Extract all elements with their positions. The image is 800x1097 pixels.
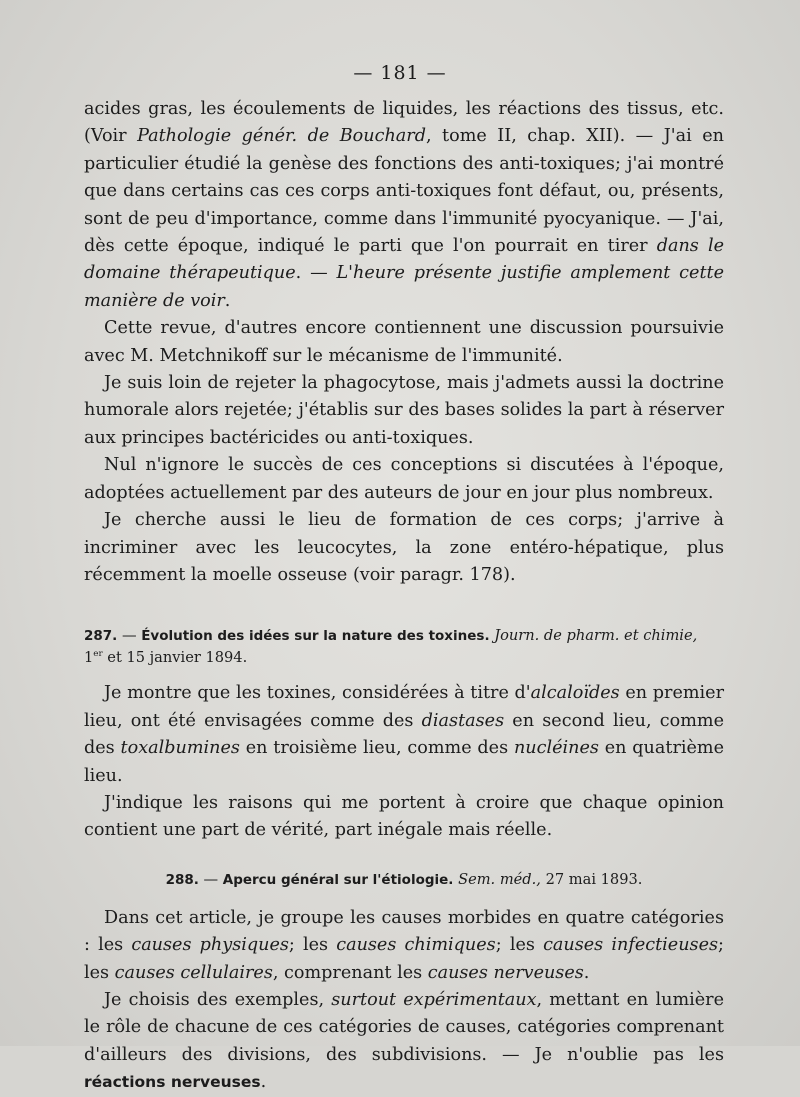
- paragraph-causes: [84, 905, 724, 987]
- paragraph-continuation: [84, 96, 724, 315]
- paragraph-exemples: [84, 987, 724, 1097]
- text-run: Je choisis des exemples,: [104, 989, 332, 1010]
- page-number: — 181 —: [353, 62, 447, 84]
- paragraph-succes: Nul n'ignore le succès de ces conceptions si discutées à l'époque, adoptées actuellement par des auteurs de jour en jour plus nombreux.: [84, 455, 724, 503]
- italic-phrase: L'heure présente justifie amplement cette manière de voir: [84, 263, 725, 311]
- italic-term: causes chimiques: [336, 935, 496, 956]
- spacer: [84, 589, 724, 625]
- text-run: en second lieu, comme des: [84, 710, 724, 759]
- paragraph-toxines: [84, 680, 724, 790]
- italic-phrase: dans le domaine thérapeutique: [84, 236, 724, 284]
- italic-term: causes physiques: [131, 935, 289, 956]
- paragraph-phagocytose: Je suis loin de rejeter la phagocytose, mais j'admets aussi la doctrine humorale alors rejetée; j'établis sur des bases solides la part à réserver aux principes bactéricides ou anti-toxiques.: [84, 373, 724, 448]
- text-run: .: [224, 290, 231, 311]
- text-run: , mettant en lumière le rôle de chacune de ces catégories de causes, catégories comprenant d'ailleurs des divisions, des subdivisions. — Je n'oublie pas les: [84, 989, 724, 1065]
- text-run: ; les: [495, 935, 544, 956]
- text-run: Dans cet article, je groupe les causes morbides en quatre catégories : les: [84, 907, 724, 956]
- entry-288-heading: [84, 869, 724, 891]
- paragraph-formation: Je cherche aussi le lieu de formation de ces corps; j'arrive à incriminer avec les leucocytes, la zone entéro-hépatique, plus récemment la moelle osseuse (voir paragr. 178).: [84, 510, 724, 585]
- text-run: en troisième lieu, comme des: [239, 738, 514, 759]
- italic-term: causes nerveuses: [427, 962, 584, 983]
- text-run: ; les: [288, 935, 337, 956]
- entry-287-heading: [84, 625, 724, 668]
- entry-date-sup: er: [93, 649, 103, 660]
- paragraph-revue: Cette revue, d'autres encore contiennent une discussion poursuivie avec M. Metchnikoff sur le mécanisme de l'immunité.: [84, 318, 724, 366]
- text-run: Je montre que les toxines, considérées à titre d': [104, 683, 531, 704]
- spacer: [84, 891, 724, 905]
- entry-journal: Journ. de pharm. et chimie,: [494, 627, 698, 645]
- entry-dash: —: [117, 627, 142, 645]
- text-run: acides gras, les écoulements de liquides, les réactions des tissus, etc. (Voir: [84, 99, 724, 147]
- italic-term: causes infectieuses: [543, 935, 719, 956]
- spacer: [84, 845, 724, 869]
- italic-term: causes cellulaires: [114, 962, 273, 983]
- italic-citation: Pathologie génér. de Bouchard: [137, 126, 426, 147]
- entry-journal: Sem. méd.,: [458, 870, 541, 888]
- text-run: , tome II, chap. XII). — J'ai en particulier étudié la genèse des fonctions des anti-toxiques; j'ai montré que dans certains cas ces corps anti-toxiques font défaut, ou, présents, sont de peu d'importance, comme dans l'immunité pyocyanique. — J'ai, dès cette époque, indiqué le parti que l'on pourrait en tirer: [84, 126, 724, 257]
- page-body: [84, 96, 724, 1097]
- entry-number: 288.: [165, 871, 199, 888]
- italic-phrase: surtout expérimentaux: [331, 989, 537, 1010]
- text-run: .: [260, 1072, 267, 1093]
- text-run: ; les: [84, 935, 724, 983]
- text-run: .: [583, 962, 590, 983]
- entry-date: 27 mai 1893.: [540, 870, 643, 888]
- bold-term: réactions nerveuses: [84, 1073, 261, 1092]
- italic-term: alcaloïdes: [530, 683, 620, 704]
- entry-dash: —: [198, 870, 223, 888]
- entry-number: 287.: [84, 628, 118, 645]
- text-run: en quatrième lieu.: [84, 738, 724, 786]
- entry-date: et 15 janvier 1894.: [102, 649, 248, 667]
- entry-date: 1: [84, 649, 94, 667]
- spacer: [84, 668, 724, 680]
- text-run: . —: [295, 263, 337, 284]
- italic-term: nucléines: [513, 738, 599, 759]
- paragraph-raisons: J'indique les raisons qui me portent à croire que chaque opinion contient une part de vérité, part inégale mais réelle.: [84, 792, 724, 841]
- entry-title: Apercu général sur l'étiologie.: [222, 871, 454, 888]
- text-run: en premier lieu, ont été envisagées comme des: [84, 683, 724, 731]
- italic-term: toxalbumines: [120, 738, 240, 759]
- text-run: , comprenant les: [272, 962, 428, 983]
- entry-title: Évolution des idées sur la nature des toxines.: [141, 628, 490, 645]
- italic-term: diastases: [421, 710, 505, 731]
